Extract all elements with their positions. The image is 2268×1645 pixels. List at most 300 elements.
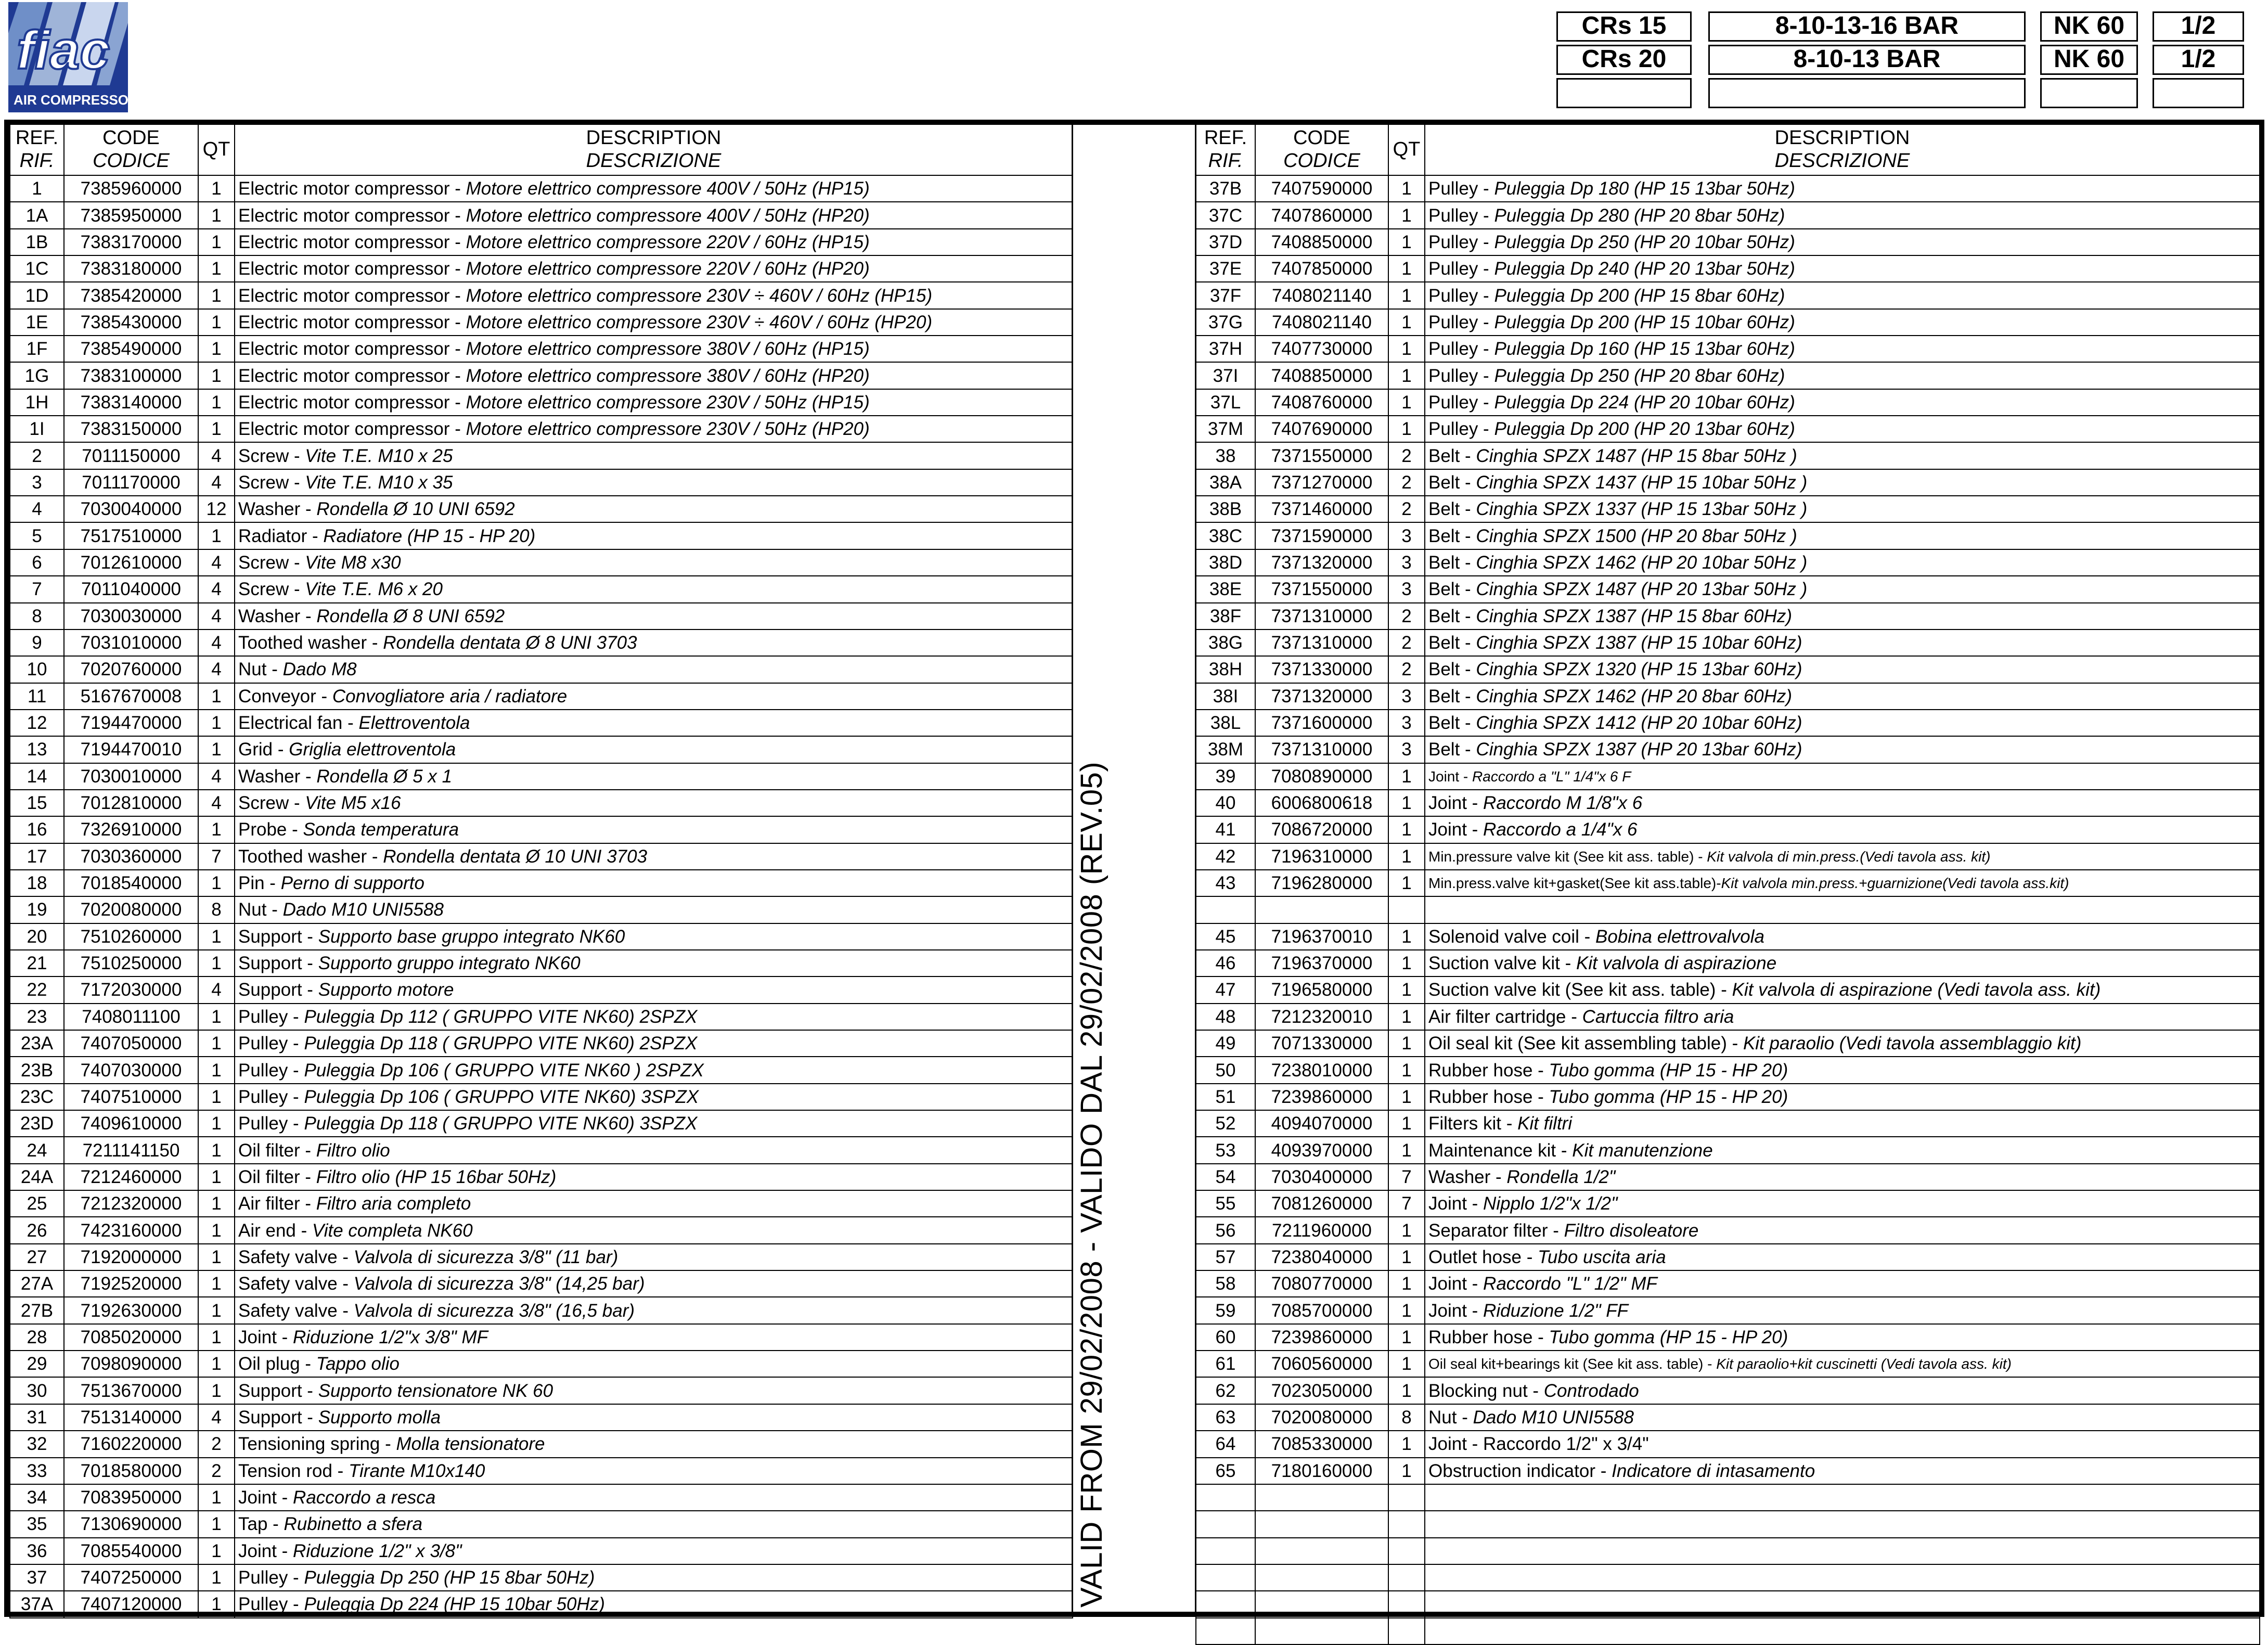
qt-cell: 1	[1388, 1351, 1425, 1377]
description-it: Vite completa NK60	[312, 1220, 473, 1241]
description-en: Pulley -	[238, 1006, 304, 1027]
code-cell: 7031010000	[64, 629, 198, 656]
table-row	[10, 1004, 1073, 1030]
code-cell: 7407250000	[64, 1564, 198, 1591]
description-cell	[1425, 469, 2260, 496]
ref-cell: 37H	[1196, 336, 1255, 362]
description-en: Separator filter -	[1428, 1220, 1564, 1241]
description-en: Oil seal kit+bearings kit (See kit ass. table) -	[1428, 1356, 1717, 1372]
table-row	[10, 923, 1073, 950]
description-en: Oil filter -	[238, 1166, 316, 1187]
description-cell	[1425, 255, 2260, 282]
ref-cell: 62	[1196, 1377, 1255, 1404]
description-cell	[235, 229, 1073, 255]
description-it: Puleggia Dp 224 (HP 20 10bar 60Hz)	[1494, 392, 1795, 413]
description-it: Cinghia SPZX 1500 (HP 20 8bar 50Hz )	[1476, 525, 1797, 546]
description-cell	[235, 202, 1073, 228]
qt-cell: 1	[198, 1484, 235, 1511]
description-it: Puleggia Dp 250 (HP 20 8bar 60Hz)	[1494, 365, 1785, 386]
description-en: Toothed washer -	[238, 633, 383, 653]
table-row	[1196, 576, 2260, 602]
header-cell	[1708, 45, 2026, 75]
description-en: Joint -	[1428, 768, 1473, 785]
description-en: Washer -	[238, 606, 317, 626]
description-en: Pulley -	[1428, 339, 1494, 359]
ref-cell: 34	[10, 1484, 64, 1511]
ref-cell: 46	[1196, 950, 1255, 976]
description-it: Raccordo "L" 1/2" MF	[1483, 1274, 1657, 1294]
description-cell	[1425, 1270, 2260, 1297]
ref-cell: 1	[10, 175, 64, 202]
qt-cell: 1	[198, 175, 235, 202]
table-row	[1196, 175, 2260, 202]
ref-cell: 38D	[1196, 549, 1255, 576]
table-row	[1196, 1431, 2260, 1457]
description-cell	[235, 1377, 1073, 1404]
description-en: Joint -	[238, 1540, 293, 1561]
description-cell	[1425, 1431, 2260, 1457]
description-cell	[235, 362, 1073, 389]
description-en: Safety valve -	[238, 1246, 354, 1267]
description-cell	[1425, 522, 2260, 549]
ref-cell: 27B	[10, 1297, 64, 1323]
qt-cell: 1	[198, 309, 235, 336]
description-cell	[235, 1004, 1073, 1030]
table-row	[10, 843, 1073, 870]
description-it: Vite M8 x30	[305, 552, 401, 573]
table-row	[1196, 1564, 2260, 1591]
code-cell: 7383180000	[64, 255, 198, 282]
table-row	[10, 950, 1073, 976]
code-cell: 7192630000	[64, 1297, 198, 1323]
description-it: Rubinetto a sfera	[283, 1514, 423, 1535]
svg-text:fiac: fiac	[17, 20, 110, 81]
qt-cell: 4	[198, 576, 235, 602]
description-en: Joint -	[1428, 1300, 1484, 1321]
table-row	[1196, 1458, 2260, 1484]
description-it: Convogliatore aria / radiatore	[332, 686, 568, 706]
description-cell	[1425, 496, 2260, 522]
description-en: Joint -	[1428, 793, 1484, 814]
description-en: Joint -	[1428, 819, 1484, 840]
table-row	[10, 229, 1073, 255]
table-row	[10, 1084, 1073, 1110]
description-cell	[1425, 576, 2260, 602]
code-cell: 7212320000	[64, 1190, 198, 1217]
description-it: Rondella dentata Ø 10 UNI 3703	[383, 846, 648, 867]
parts-table-left	[9, 123, 1073, 1618]
description-it: Cinghia SPZX 1462 (HP 20 8bar 60Hz)	[1476, 686, 1793, 706]
ref-cell: 2	[10, 442, 64, 469]
description-it: Motore elettrico compressore 220V / 60Hz (HP15)	[466, 232, 870, 252]
description-cell	[235, 1190, 1073, 1217]
ref-cell: 45	[1196, 923, 1255, 950]
description-en: Min.press.valve kit+gasket(See kit ass.table)-	[1428, 875, 1721, 892]
description-cell	[235, 1404, 1073, 1431]
description-en: Conveyor -	[238, 686, 332, 706]
qt-cell: 8	[198, 896, 235, 923]
ref-cell: 24A	[10, 1164, 64, 1190]
ref-cell: 48	[1196, 1004, 1255, 1030]
ref-cell: 23D	[10, 1110, 64, 1137]
qt-cell: 4	[198, 442, 235, 469]
description-it: Puleggia Dp 200 (HP 20 13bar 60Hz)	[1494, 419, 1795, 440]
description-it: Puleggia Dp 240 (HP 20 13bar 50Hz)	[1494, 259, 1795, 279]
description-it: Elettroventola	[358, 713, 470, 734]
code-cell: 7211960000	[1255, 1217, 1388, 1243]
description-cell	[235, 710, 1073, 736]
qt-cell: 2	[1388, 629, 1425, 656]
description-it: Kit paraolio+kit cuscinetti (Vedi tavola ass. kit)	[1716, 1356, 2012, 1372]
fiac-logo	[8, 2, 148, 112]
description-cell	[1425, 763, 2260, 790]
description-it: Kit manutenzione	[1572, 1140, 1713, 1161]
ref-cell: 31	[10, 1404, 64, 1431]
header-cell-text: CRs 20	[1581, 45, 1667, 73]
qt-cell: 1	[1388, 336, 1425, 362]
qt-cell: 1	[198, 1270, 235, 1297]
qt-cell: 2	[1388, 442, 1425, 469]
ref-cell: 11	[10, 683, 64, 710]
code-cell: 7192000000	[64, 1244, 198, 1270]
description-it: Vite T.E. M10 x 35	[305, 472, 453, 493]
qt-cell: 1	[1388, 1084, 1425, 1110]
description-cell	[235, 629, 1073, 656]
ref-cell: 38I	[1196, 683, 1255, 710]
description-en: Pulley -	[238, 1594, 304, 1615]
table-row	[1196, 469, 2260, 496]
description-cell	[235, 442, 1073, 469]
description-en: Support -	[238, 926, 318, 947]
code-cell: 7081260000	[1255, 1190, 1388, 1217]
ref-cell: 37I	[1196, 362, 1255, 389]
description-it: Tappo olio	[316, 1354, 400, 1374]
description-en: Rubber hose -	[1428, 1086, 1549, 1107]
description-cell	[1425, 416, 2260, 442]
table-row	[10, 896, 1073, 923]
description-cell	[235, 416, 1073, 442]
description-it: Kit valvola di aspirazione (Vedi tavola ass. kit)	[1732, 980, 2101, 1000]
table-row	[10, 1190, 1073, 1217]
qt-cell: 2	[1388, 469, 1425, 496]
code-cell: 7011040000	[64, 576, 198, 602]
table-row	[1196, 202, 2260, 228]
description-en: Joint - Raccordo 1/2" x 3/4"	[1428, 1434, 1649, 1455]
table-row	[1196, 309, 2260, 336]
description-it: Tubo gomma (HP 15 - HP 20)	[1549, 1060, 1788, 1081]
table-row	[10, 763, 1073, 790]
qt-cell: 1	[1388, 1244, 1425, 1270]
qt-cell: 1	[1388, 1377, 1425, 1404]
description-it: Riduzione 1/2" FF	[1483, 1300, 1628, 1321]
description-en: Joint -	[238, 1327, 293, 1347]
table-row	[1196, 1591, 2260, 1617]
ref-cell: 52	[1196, 1110, 1255, 1137]
table-row	[1196, 389, 2260, 416]
table-row	[1196, 816, 2260, 843]
description-it: Griglia elettroventola	[289, 739, 456, 760]
code-cell: 7408760000	[1255, 389, 1388, 416]
qt-cell: 1	[198, 1217, 235, 1243]
description-cell	[235, 469, 1073, 496]
col-description: DESCRIPTION DESCRIZIONE	[1425, 123, 2260, 175]
code-cell: 7192520000	[64, 1270, 198, 1297]
table-row	[10, 1377, 1073, 1404]
qt-cell: 1	[198, 950, 235, 976]
description-cell	[1425, 843, 2260, 870]
description-cell	[235, 1484, 1073, 1511]
description-it: Valvola di sicurezza 3/8" (14,25 bar)	[353, 1274, 645, 1294]
description-en: Electric motor compressor -	[238, 259, 466, 279]
table-row	[10, 976, 1073, 1003]
table-row	[10, 576, 1073, 602]
qt-cell: 1	[1388, 362, 1425, 389]
description-cell	[235, 683, 1073, 710]
table-row	[1196, 1377, 2260, 1404]
description-en: Electric motor compressor -	[238, 232, 466, 252]
description-it: Motore elettrico compressore 230V / 50Hz (HP15)	[466, 392, 870, 413]
description-cell	[235, 336, 1073, 362]
qt-cell: 3	[1388, 549, 1425, 576]
ref-cell: 1B	[10, 229, 64, 255]
qt-cell: 1	[1388, 1458, 1425, 1484]
description-it: Cinghia SPZX 1387 (HP 15 10bar 60Hz)	[1476, 633, 1802, 653]
description-en: Support -	[238, 1380, 318, 1401]
description-it: Supporto molla	[318, 1407, 441, 1428]
code-cell: 7383170000	[64, 229, 198, 255]
code-cell: 7172030000	[64, 976, 198, 1003]
code-cell: 7212460000	[64, 1164, 198, 1190]
ref-cell: 12	[10, 710, 64, 736]
code-cell: 7023050000	[1255, 1377, 1388, 1404]
description-cell	[235, 816, 1073, 843]
ref-cell: 60	[1196, 1324, 1255, 1351]
ref-cell	[1196, 896, 1255, 923]
description-cell	[235, 1458, 1073, 1484]
description-cell	[1425, 1030, 2260, 1057]
ref-cell: 37D	[1196, 229, 1255, 255]
qt-cell: 1	[1388, 1030, 1425, 1057]
col-qt: QT	[1388, 123, 1425, 175]
code-cell: 7407850000	[1255, 255, 1388, 282]
table-row	[10, 1458, 1073, 1484]
description-en: Oil seal kit (See kit assembling table) -	[1428, 1033, 1743, 1054]
table-row	[10, 202, 1073, 228]
description-cell	[235, 1244, 1073, 1270]
table-row	[10, 1030, 1073, 1057]
description-it: Kit paraolio (Vedi tavola assemblaggio kit)	[1743, 1033, 2082, 1054]
description-en: Solenoid valve coil -	[1428, 926, 1595, 947]
qt-cell: 3	[1388, 522, 1425, 549]
qt-cell: 1	[198, 1137, 235, 1163]
qt-cell	[1388, 1484, 1425, 1511]
header-cell	[1708, 11, 2026, 42]
description-it: Cinghia SPZX 1437 (HP 15 10bar 50Hz )	[1476, 472, 1808, 493]
description-cell	[1425, 1137, 2260, 1163]
description-it: Cinghia SPZX 1487 (HP 15 8bar 50Hz )	[1476, 445, 1797, 466]
qt-cell: 1	[198, 870, 235, 896]
ref-cell: 38H	[1196, 656, 1255, 683]
description-it: Filtro aria completo	[316, 1193, 471, 1214]
header-cell-text: 1/2	[2181, 45, 2216, 73]
description-it: Cinghia SPZX 1462 (HP 20 10bar 50Hz )	[1476, 552, 1808, 573]
table-row	[10, 1217, 1073, 1243]
table-row	[10, 1057, 1073, 1083]
description-it: Dado M10 UNI5588	[282, 899, 444, 920]
code-cell: 7238040000	[1255, 1244, 1388, 1270]
ref-cell: 50	[1196, 1057, 1255, 1083]
qt-cell: 2	[1388, 656, 1425, 683]
code-cell: 7011150000	[64, 442, 198, 469]
code-cell: 7407590000	[1255, 175, 1388, 202]
qt-cell: 1	[198, 336, 235, 362]
description-cell	[1425, 1244, 2260, 1270]
col-ref: REF. RIF.	[1196, 123, 1255, 175]
ref-cell: 10	[10, 656, 64, 683]
table-row	[10, 790, 1073, 816]
ref-cell: 33	[10, 1458, 64, 1484]
qt-cell: 7	[1388, 1190, 1425, 1217]
description-en: Belt -	[1428, 686, 1476, 706]
table-row	[1196, 1030, 2260, 1057]
qt-cell: 1	[1388, 1137, 1425, 1163]
description-it: Raccordo a "L" 1/4"x 6 F	[1472, 768, 1631, 785]
ref-cell: 35	[10, 1511, 64, 1537]
table-row	[10, 175, 1073, 202]
table-row	[10, 1511, 1073, 1537]
description-cell	[1425, 1377, 2260, 1404]
code-cell: 7385490000	[64, 336, 198, 362]
description-cell	[235, 1084, 1073, 1110]
table-row	[10, 1244, 1073, 1270]
code-cell: 7385430000	[64, 309, 198, 336]
table-row	[10, 1484, 1073, 1511]
code-cell	[1255, 1591, 1388, 1617]
description-cell	[235, 1030, 1073, 1057]
description-cell	[235, 576, 1073, 602]
header-cell	[2040, 11, 2138, 42]
description-cell	[1425, 683, 2260, 710]
description-cell	[235, 1511, 1073, 1537]
header-cell-text: 1/2	[2181, 12, 2216, 40]
qt-cell: 1	[1388, 763, 1425, 790]
description-en: Safety valve -	[238, 1274, 354, 1294]
code-cell: 7385950000	[64, 202, 198, 228]
code-cell: 7408850000	[1255, 229, 1388, 255]
description-cell	[235, 1164, 1073, 1190]
code-cell: 7407120000	[64, 1591, 198, 1617]
description-cell	[1425, 923, 2260, 950]
description-it: Cinghia SPZX 1320 (HP 15 13bar 60Hz)	[1476, 659, 1802, 680]
ref-cell: 57	[1196, 1244, 1255, 1270]
ref-cell: 13	[10, 736, 64, 763]
description-cell	[235, 1137, 1073, 1163]
description-it: Tubo gomma (HP 15 - HP 20)	[1549, 1086, 1788, 1107]
qt-cell: 1	[1388, 976, 1425, 1003]
code-cell: 7407730000	[1255, 336, 1388, 362]
description-en: Belt -	[1428, 633, 1476, 653]
table-row	[10, 816, 1073, 843]
qt-cell: 2	[198, 1458, 235, 1484]
code-cell: 7407030000	[64, 1057, 198, 1083]
qt-cell: 4	[198, 976, 235, 1003]
ref-cell: 37C	[1196, 202, 1255, 228]
qt-cell: 1	[1388, 870, 1425, 896]
ref-cell: 27A	[10, 1270, 64, 1297]
description-cell	[235, 1057, 1073, 1083]
qt-cell	[1388, 1538, 1425, 1564]
ref-cell: 15	[10, 790, 64, 816]
code-cell: 7194470000	[64, 710, 198, 736]
description-it: Puleggia Dp 250 (HP 20 10bar 50Hz)	[1494, 232, 1795, 252]
description-cell	[235, 282, 1073, 309]
table-row	[1196, 442, 2260, 469]
qt-cell: 1	[198, 1377, 235, 1404]
description-it: Valvola di sicurezza 3/8" (11 bar)	[353, 1246, 618, 1267]
description-en: Belt -	[1428, 472, 1476, 493]
qt-cell: 1	[198, 255, 235, 282]
description-it: Motore elettrico compressore 230V ÷ 460V / 60Hz (HP15)	[466, 285, 933, 306]
ref-cell: 28	[10, 1324, 64, 1351]
description-en: Pulley -	[238, 1086, 304, 1107]
qt-cell: 1	[198, 1084, 235, 1110]
description-it: Motore elettrico compressore 380V / 60Hz (HP15)	[466, 339, 870, 359]
description-it: Dado M10 UNI5588	[1473, 1407, 1634, 1428]
qt-cell: 4	[198, 629, 235, 656]
description-en: Joint -	[238, 1487, 293, 1508]
qt-cell: 1	[1388, 1270, 1425, 1297]
table-row	[1196, 923, 2260, 950]
description-cell	[1425, 896, 2260, 923]
qt-cell: 1	[198, 1164, 235, 1190]
code-cell: 7371600000	[1255, 710, 1388, 736]
description-cell	[1425, 1217, 2260, 1243]
table-row	[1196, 710, 2260, 736]
description-en: Rubber hose -	[1428, 1060, 1549, 1081]
description-cell	[1425, 790, 2260, 816]
ref-cell	[1196, 1564, 1255, 1591]
description-en: Washer -	[238, 499, 317, 520]
qt-cell: 1	[1388, 389, 1425, 416]
description-en: Belt -	[1428, 606, 1476, 626]
description-en: Electrical fan -	[238, 713, 359, 734]
ref-cell: 42	[1196, 843, 1255, 870]
table-row	[1196, 549, 2260, 576]
qt-cell	[1388, 1591, 1425, 1617]
description-it: Rondella Ø 5 x 1	[316, 766, 453, 787]
description-en: Pulley -	[238, 1060, 304, 1081]
table-row	[1196, 255, 2260, 282]
description-it: Puleggia Dp 250 (HP 15 8bar 50Hz)	[304, 1567, 595, 1588]
description-it: Vite M5 x16	[305, 793, 401, 814]
description-it: Sonda temperatura	[303, 819, 459, 840]
qt-cell: 1	[198, 362, 235, 389]
code-cell	[1255, 1618, 1388, 1644]
qt-cell: 3	[1388, 736, 1425, 763]
description-en: Electric motor compressor -	[238, 178, 466, 199]
ref-cell: 20	[10, 923, 64, 950]
code-cell: 7196580000	[1255, 976, 1388, 1003]
ref-cell: 23B	[10, 1057, 64, 1083]
description-cell	[1425, 1110, 2260, 1137]
qt-cell: 3	[1388, 576, 1425, 602]
description-cell	[1425, 1324, 2260, 1351]
header-cell	[2153, 78, 2244, 108]
description-en: Screw -	[238, 552, 305, 573]
ref-cell: 21	[10, 950, 64, 976]
code-cell: 7510250000	[64, 950, 198, 976]
table-row	[1196, 1004, 2260, 1030]
